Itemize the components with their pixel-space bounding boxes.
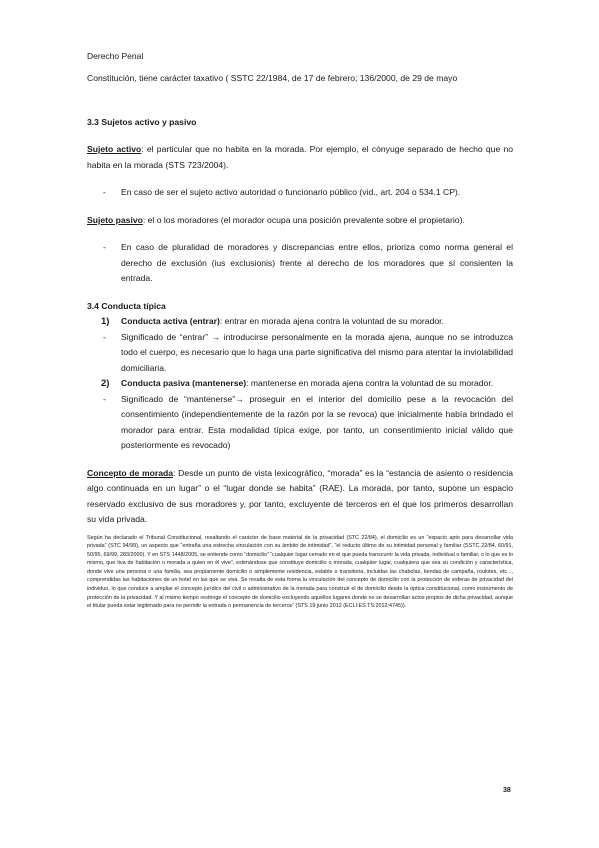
list-item: - En caso de ser el sujeto activo autoridad o funcionario público (vid., art. 204 o 534.1 CP).	[87, 185, 513, 201]
footnote: Según ha declarado el Tribunal Constitucional, resaltando el carácter de base material de la privacidad (STC 22/84), el domicilio es un “espacio apto para desarrollar vida privada” (STC 94/99), un aspecto que “entraña una estrecha vinculación con su ámbito de intimidad”, “el reducto último de su intimidad personal y familiar (SSTC 22/84, 60/91, 50/95, 69/99, 283/2000). Y en STS 1448/2005, se entiende como “domicilio” “cualquier lugar cerrado en el que pueda transcurrir la vida privada, individual o familiar, o lo que es lo mismo, que tiva de habitación o morada a quien en él vive”, estimándose que constituye domicilio o morada, cualquier lugar, cualquiera que sea su condición y característica, donde vive una persona o una familia, sea propiamente domicilio o simplemente residencia, estable o transitoria, incluidas las chabolas, tiendas de campaña, roulotes, etc..., comprendidas las habitaciones de un hotel en las que se viva. Se resalta de esta forma la vinculación del concepto de domicilio con la protección de esferas de privacidad del individuo, lo que conduce a ampliar el concepto jurídico del civil o administrativo de la morada para construir el de domicilio desde la óptica constitucional, como instrumento de protección de la privacidad. Y al mismo tiempo restringe el concepto de domicilio excluyendo aquellos lugares donde no se desarrollan actos propios de dicha privacidad, aunque el titular pueda estar legitimado para no permitir la entrada o permanencia de terceros” (STS 19 junio 2012 (ECLI:ES:TS:2012:4745)).	[87, 534, 513, 610]
sujeto-activo-text: : el particular que no habita en la morada. Por ejemplo, el cónyuge separado de hecho que no habita en la morada (STS 723/2004).	[87, 144, 514, 170]
section-heading-3-3: 3.3 Sujetos activo y pasivo	[87, 116, 197, 127]
sujeto-activo-paragraph	[87, 142, 513, 173]
concepto-text: : Desde un punto de vista lexicográfico, “morada” es la “estancia de asiento o residencia algo continuada en un lugar” o el “lugar donde se habita” (RAE). La morada, por tanto, supone un espacio reservado exclusivo de sus moradores y, por tanto, excluyente de terceros en el que los primeros desarrollan su vida privada.	[87, 467, 513, 524]
concepto-paragraph	[87, 466, 513, 528]
conducta-pasiva-label: Conducta pasiva (mantenerse)	[121, 378, 247, 388]
page-number: 38	[503, 787, 511, 794]
concepto-label: Concepto de morada	[87, 467, 174, 478]
sujeto-activo-label: Sujeto activo	[87, 144, 142, 154]
bullet-text: Significado de “entrar” → introducirse personalmente en la morada ajena, aunque no se introduzca todo el cuerpo, es necesario que lo haga una parte significativa del mismo para atentar la inviolabilidad domiciliaria.	[121, 331, 513, 373]
numbered-item-1: 1) Conducta activa (entrar): entrar en morada ajena contra la voluntad de su morador.	[101, 316, 444, 327]
bullet-text: En caso de ser el sujeto activo autoridad o funcionario público (vid., art. 204 o 534.1 CP).	[121, 187, 461, 197]
conducta-activa-label: Conducta activa (entrar)	[121, 316, 220, 326]
list-item: - Significado de “mantenerse”→ proseguir en el interior del domicilio pese a la revocación del consentimiento (independientemente de la razón por la se revoca) que inicialmente había brindado el morador para entrar. Esta modalidad típica exige, por tanto, un consentimiento inicial válido que posteriormente es revocado)	[87, 392, 513, 454]
page-header: Derecho Penal	[87, 51, 144, 61]
bullet-text: Significado de “mantenerse”→ proseguir en el interior del domicilio pese a la revocación del consentimiento (independientemente de la razón por la se revoca) que inicialmente había brindado el morador para entrar. Esta modalidad típica exige, por tanto, un consentimiento inicial válido que posteriormente es revocado)	[121, 393, 513, 450]
list-item: - En caso de pluralidad de moradores y discrepancias entre ellos, prioriza como norma general el derecho de exclusión (ius exclusionis) frente al derecho de los moradores que sí consienten la entrada.	[87, 240, 513, 287]
sujeto-pasivo-label: Sujeto pasivo	[87, 214, 143, 225]
list-item: - Significado de “entrar” → introducirse personalmente en la morada ajena, aunque no se introduzca todo el cuerpo, es necesario que lo haga una parte significativa del mismo para atentar la inviolabilidad domiciliaria.	[87, 330, 513, 377]
section-heading-3-4: 3.4 Conducta típica	[87, 300, 166, 311]
numbered-item-2: 2) Conducta pasiva (mantenerse): mantenerse en morada ajena contra la voluntad de su morador.	[101, 378, 494, 389]
sujeto-pasivo-text: : el o los moradores (el morador ocupa una posición prevalente sobre el propietario).	[142, 214, 465, 225]
intro-paragraph: Constitución, tiene carácter taxativo ( SSTC 22/1984, de 17 de febrero; 136/2000, de 29 de mayo	[87, 73, 458, 83]
sujeto-pasivo-paragraph	[87, 213, 513, 229]
page-body	[87, 71, 513, 611]
bullet-text: En caso de pluralidad de moradores y discrepancias entre ellos, prioriza como norma general el derecho de exclusión (ius exclusionis) frente al derecho de los moradores que sí consienten la entrada.	[121, 242, 513, 283]
